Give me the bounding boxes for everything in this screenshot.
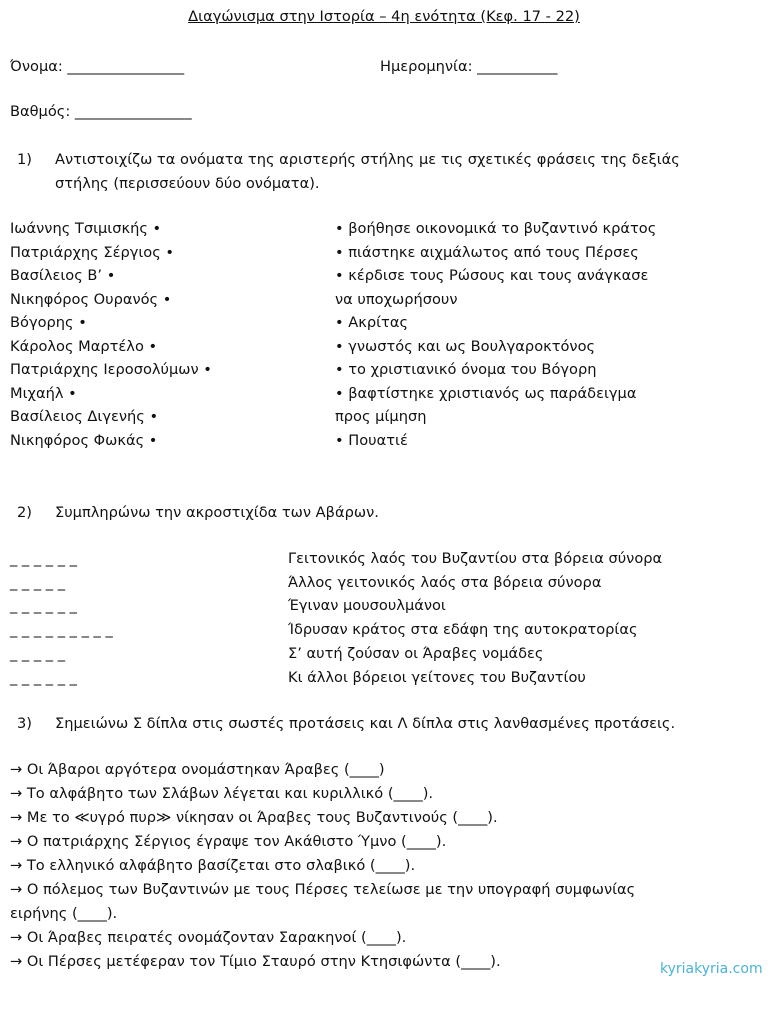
q3-statement: → Το ελληνικό αλφάβητο βασίζεται στο σλαβικό (____).	[10, 857, 416, 874]
q1-right-item: να υποχωρήσουν	[335, 290, 458, 308]
page-title: Διαγώνισμα στην Ιστορία – 4η ενότητα (Κεφ. 17 - 22)	[188, 8, 580, 25]
q1-instruction-line2: στήλης (περισσεύουν δύο ονόματα).	[55, 175, 320, 192]
q2-instruction: Συμπληρώνω την ακροστιχίδα των Αβάρων.	[55, 504, 379, 521]
q1-right-item: • Ακρίτας	[335, 314, 409, 331]
q3-statement: ειρήνης (____).	[10, 905, 118, 922]
watermark: kyriakyria.com	[660, 961, 763, 977]
acrostic-blanks: _ _ _ _ _	[10, 573, 66, 591]
q1-number: 1)	[17, 151, 32, 168]
q3-number: 3)	[17, 715, 32, 732]
acrostic-blanks: _ _ _ _ _	[10, 644, 66, 662]
q1-left-item: Κάρολος Μαρτέλο •	[10, 337, 158, 355]
acrostic-clue: Άλλος γειτονικός λαός στα βόρεια σύνορα	[288, 573, 602, 591]
q1-right-item: • Πουατιέ	[335, 431, 408, 449]
acrostic-clue: Γειτονικός λαός του Βυζαντίου στα βόρεια σύνορα	[288, 550, 663, 567]
q3-statement: → Οι Άβαροι αργότερα ονομάστηκαν Άραβες (____)	[10, 761, 385, 778]
q1-left-item: Νικηφόρος Ουρανός •	[10, 290, 172, 308]
q1-left-item: Πατριάρχης Σέργιος •	[10, 243, 175, 261]
q1-left-item: Πατριάρχης Ιεροσολύμων •	[10, 361, 212, 378]
q1-right-item: • βοήθησε οικονομικά το βυζαντινό κράτος	[335, 220, 657, 237]
acrostic-blanks: _ _ _ _ _ _	[10, 597, 77, 615]
q1-right-item: • βαφτίστηκε χριστιανός ως παράδειγμα	[335, 384, 637, 402]
q1-left-item: Νικηφόρος Φωκάς •	[10, 431, 158, 449]
acrostic-clue: Έγιναν μουσουλμάνοι	[288, 597, 446, 615]
q3-statement: → Οι Πέρσες μετέφεραν τον Τίμιο Σταυρό στην Κτησιφώντα (____).	[10, 953, 501, 970]
q1-left-item: Μιχαήλ •	[10, 384, 77, 402]
q3-statement: → Οι Άραβες πειρατές ονομάζονταν Σαρακηνοί (____).	[10, 929, 407, 946]
q1-instruction-line1: Αντιστοιχίζω τα ονόματα της αριστερής στήλης με τις σχετικές φράσεις της δεξιάς	[55, 151, 680, 168]
acrostic-clue: Ίδρυσαν κράτος στα εδάφη της αυτοκρατορίας	[288, 621, 638, 639]
q3-statement: → Με το ≪υγρό πυρ≫ νίκησαν οι Άραβες τους Βυζαντινούς (____).	[10, 809, 498, 826]
q3-instruction: Σημειώνω Σ δίπλα στις σωστές προτάσεις και Λ δίπλα στις λανθασμένες προτάσεις.	[55, 715, 676, 732]
q3-statement: → Το αλφάβητο των Σλάβων λέγεται και κυριλλικό (____).	[10, 785, 434, 802]
q2-number: 2)	[17, 504, 32, 521]
q1-left-item: Βασίλειος Διγενής •	[10, 408, 159, 425]
q3-statement: → Ο πόλεμος των Βυζαντινών με τους Πέρσες τελείωσε με την υπογραφή συμφωνίας	[10, 881, 636, 898]
acrostic-clue: Σ’ αυτή ζούσαν οι Άραβες νομάδες	[288, 644, 544, 662]
name-field: Όνομα: ________________	[10, 58, 185, 75]
q1-right-item: • πιάστηκε αιχμάλωτος από τους Πέρσες	[335, 243, 639, 261]
q1-right-item: προς μίμηση	[335, 408, 427, 425]
date-field: Ημερομηνία: ___________	[380, 58, 558, 75]
acrostic-clue: Κι άλλοι βόρειοι γείτονες του Βυζαντίου	[288, 668, 586, 686]
q3-statement: → Ο πατριάρχης Σέργιος έγραψε τον Ακάθιστο Ύμνο (____).	[10, 833, 447, 850]
q1-left-item: Ιωάννης Τσιμισκής •	[10, 220, 162, 237]
acrostic-blanks: _ _ _ _ _ _	[10, 550, 77, 567]
acrostic-blanks: _ _ _ _ _ _	[10, 668, 77, 686]
acrostic-blanks: _ _ _ _ _ _ _ _ _	[10, 621, 113, 639]
q1-right-item: • γνωστός και ως Βουλγαροκτόνος	[335, 337, 596, 355]
q1-right-item: • κέρδισε τους Ρώσους και τους ανάγκασε	[335, 267, 649, 284]
grade-field: Βαθμός: ________________	[10, 103, 192, 120]
q1-left-item: Βασίλειος Β’ •	[10, 267, 116, 284]
q1-right-item: • το χριστιανικό όνομα του Βόγορη	[335, 361, 597, 378]
q1-left-item: Βόγορης •	[10, 314, 87, 331]
